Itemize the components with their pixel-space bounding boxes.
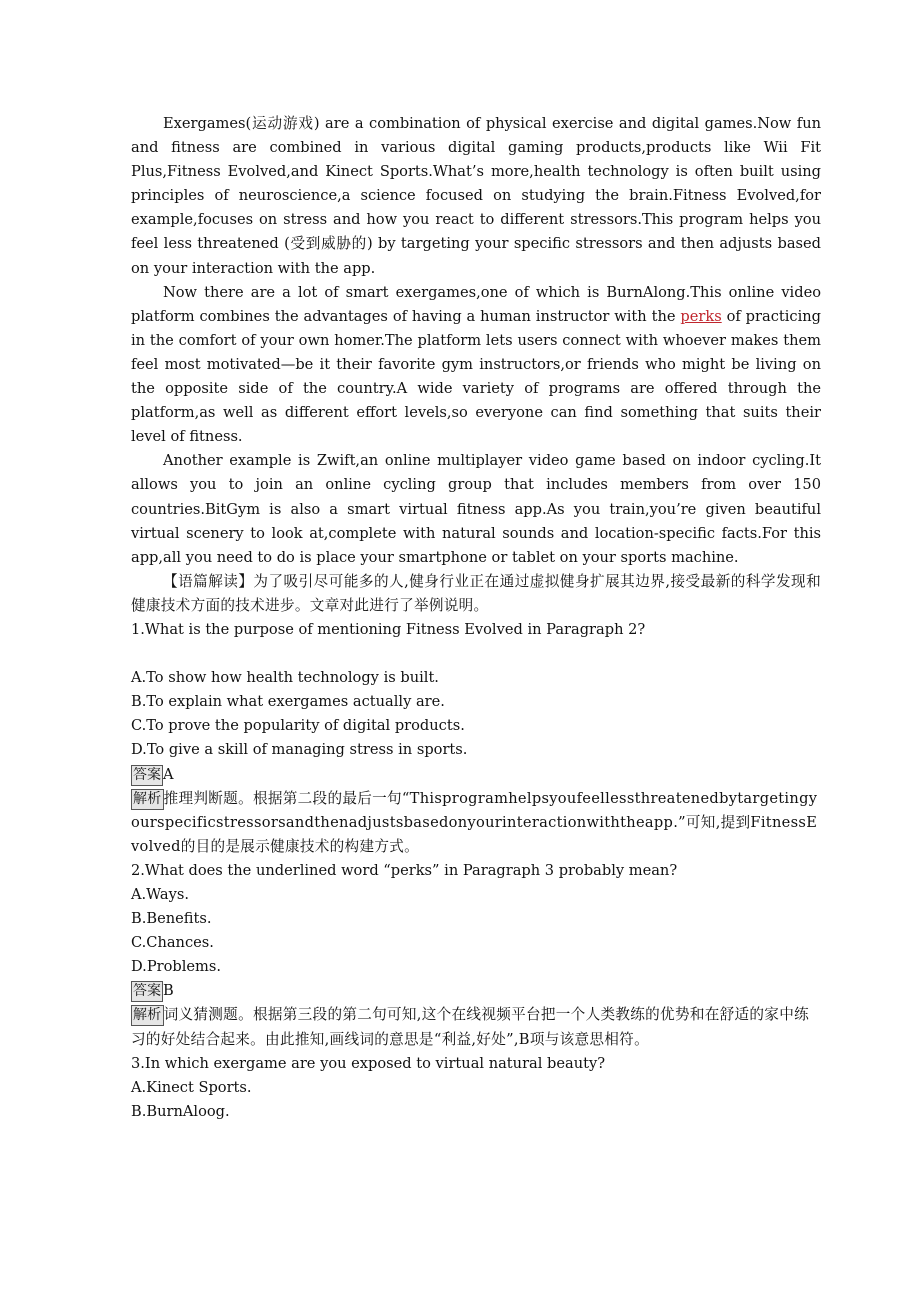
reading-note: 【语篇解读】为了吸引尽可能多的人,健身行业正在通过虚拟健身扩展其边界,接受最新的科学发现和健康技术方面的技术进步。文章对此进行了举例说明。 xyxy=(131,572,821,614)
answer-label: 答案 xyxy=(131,981,163,1002)
question-2-option-d: D.Problems. xyxy=(131,958,222,976)
question-2-option-a: A.Ways. xyxy=(131,886,189,903)
question-3-option-b: B.BurnAloog. xyxy=(131,1102,230,1120)
analysis-label: 解析 xyxy=(131,1005,164,1026)
question-1-analysis xyxy=(131,787,821,859)
question-1-analysis-text: 推理判断题。根据第二段的最后一句“Thisprogramhelpsyoufeellessthreatenedbytargetingyourspecificstressorsandthenadjustsbasedonyourinteractionwiththeapp.”可知,提到FitnessEvolved的目的是展示健康技术的构建方式。 xyxy=(131,789,818,855)
question-1-answer-value: A xyxy=(163,765,174,783)
question-1-answer xyxy=(131,763,821,787)
paragraph-2-text-after: of practicing in the comfort of your own homer.The platform lets users connect with whoever makes them feel most motivated—be it their favorite gym instructors,or friends who might be living on the opposite side of the country.A wide variety of programs are offered through the platform,as well as different effort levels,so everyone can find something that suits their level of fitness. xyxy=(131,307,821,446)
question-2-answer-value: B xyxy=(163,982,174,1000)
question-1-option-c: C.To prove the popularity of digital products. xyxy=(131,717,465,735)
question-2-answer xyxy=(131,979,821,1003)
question-1-stem: 1.What is the purpose of mentioning Fitness Evolved in Paragraph 2? xyxy=(131,620,646,638)
passage-paragraph-2 xyxy=(131,281,821,450)
question-2-option-c: C.Chances. xyxy=(131,934,214,952)
question-2-stem: 2.What does the underlined word “perks” in Paragraph 3 probably mean? xyxy=(131,861,678,879)
question-2-analysis xyxy=(131,1003,821,1051)
question-1-option-a: A.To show how health technology is built. xyxy=(131,669,439,687)
passage-paragraph-3: Another example is Zwift,an online multiplayer video game based on indoor cycling.It allows you to join an online cycling group that includes members from over 150 countries.BitGym is also a smart virtual fitness app.As you train,you’re given beautiful virtual scenery to look at,complete with natural sounds and location-specific facts.For this app,all you need to do is place your smartphone or tablet on your sports machine. xyxy=(131,452,821,566)
answer-label: 答案 xyxy=(131,765,163,786)
document-page xyxy=(131,112,821,1124)
paragraph-2-text-before: Now there are a lot of smart exergames,one of which is BurnAlong.This online video platform combines the advantages of having a human instructor with the xyxy=(131,283,821,325)
passage-paragraph-1: Exergames(运动游戏) are a combination of physical exercise and digital games.Now fun and fitness are combined in various digital gaming products,products like Wii Fit Plus,Fitness Evolved,and Kinect Sports.What’s more,health technology is often built using principles of neuroscience,a science focused on studying the brain.Fitness Evolved,for example,focuses on stress and how you react to different stressors.This program helps you feel less threatened (受到威胁的) by targeting your specific stressors and then adjusts based on your interaction with the app. xyxy=(131,115,821,277)
question-2-option-b: B.Benefits. xyxy=(131,910,212,928)
underlined-word-perks: perks xyxy=(680,307,722,325)
question-1-option-d: D.To give a skill of managing stress in sports. xyxy=(131,741,468,759)
analysis-label: 解析 xyxy=(131,789,164,810)
blank-line xyxy=(131,642,821,666)
question-3-stem: 3.In which exergame are you exposed to virtual natural beauty? xyxy=(131,1054,606,1072)
question-1-option-b: B.To explain what exergames actually are. xyxy=(131,693,445,711)
question-3-option-a: A.Kinect Sports. xyxy=(131,1078,252,1096)
question-2-analysis-text: 词义猜测题。根据第三段的第二句可知,这个在线视频平台把一个人类教练的优势和在舒适的家中练习的好处结合起来。由此推知,画线词的意思是“利益,好处”,B项与该意思相符。 xyxy=(131,1006,809,1048)
